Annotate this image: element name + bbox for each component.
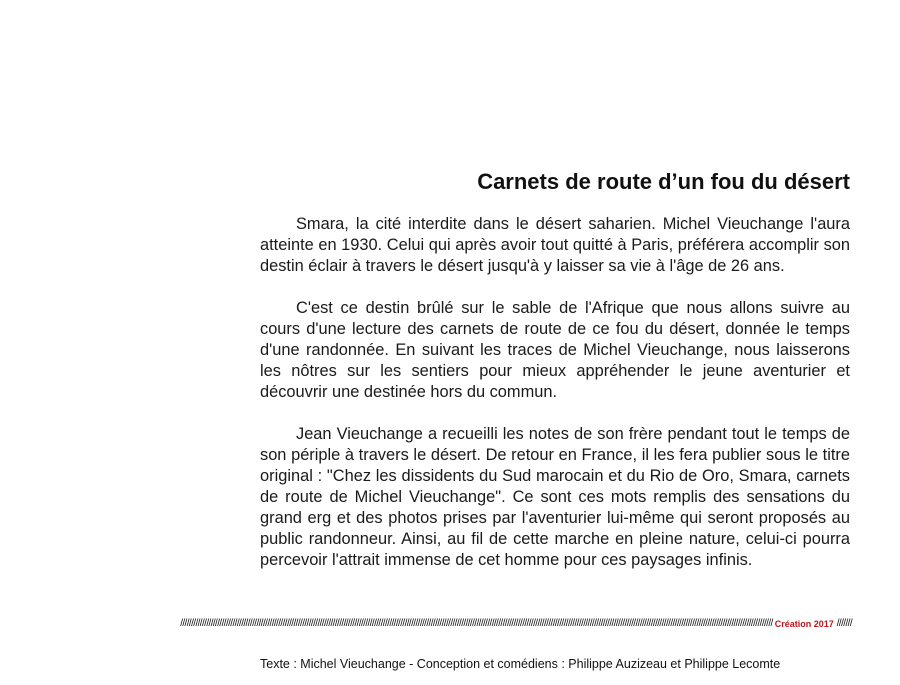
separator-slashes-left: //////////////////////////////////////////////////////////////////////////////////////////////////////////////////////////////////////////////////////////////////////////////////////////////////////////////////////////////////////////////////////////////////////////////// xyxy=(180,618,773,629)
separator-line xyxy=(180,617,852,631)
credits-line: Texte : Michel Vieuchange - Conception et comédiens : Philippe Auzizeau et Philippe Lecomte xyxy=(260,657,781,671)
page-title: Carnets de route d’un fou du désert xyxy=(477,169,850,194)
body-text xyxy=(260,214,850,592)
paragraph-smara: Smara, la cité interdite dans le désert saharien. Michel Vieuchange l'aura atteinte en 1930. Celui qui après avoir tout quitté à Paris, préférera accomplir son destin éclair à travers le désert jusqu'à y laisser sa vie à l'âge de 26 ans. xyxy=(260,215,850,275)
separator-slashes-right: /////// xyxy=(836,618,852,629)
creation-label: Création 2017 xyxy=(774,619,834,629)
paragraph-jean-vieuchange: Jean Vieuchange a recueilli les notes de son frère pendant tout le temps de son périple à travers le désert. De retour en France, il les fera publier sous le titre original : "Chez les dissidents du Sud marocain et du Rio de Oro, Smara, carnets de route de Michel Vieuchange". Ce sont ces mots remplis des sensations du grand erg et des photos prises par l'aventurier lui-même qui seront proposés au public randonneur. Ainsi, au fil de cette marche en pleine nature, celui-ci pourra percevoir l'attrait immense de cet homme pour ces paysages infinis. xyxy=(260,425,850,569)
paragraph-destin: C'est ce destin brûlé sur le sable de l'Afrique que nous allons suivre au cours d'une lecture des carnets de route de ce fou du désert, donnée le temps d'une randonnée. En suivant les traces de Michel Vieuchange, nous laisserons les nôtres sur les sentiers pour mieux appréhender le jeune aventurier et découvrir une destinée hors du commun. xyxy=(260,299,850,401)
